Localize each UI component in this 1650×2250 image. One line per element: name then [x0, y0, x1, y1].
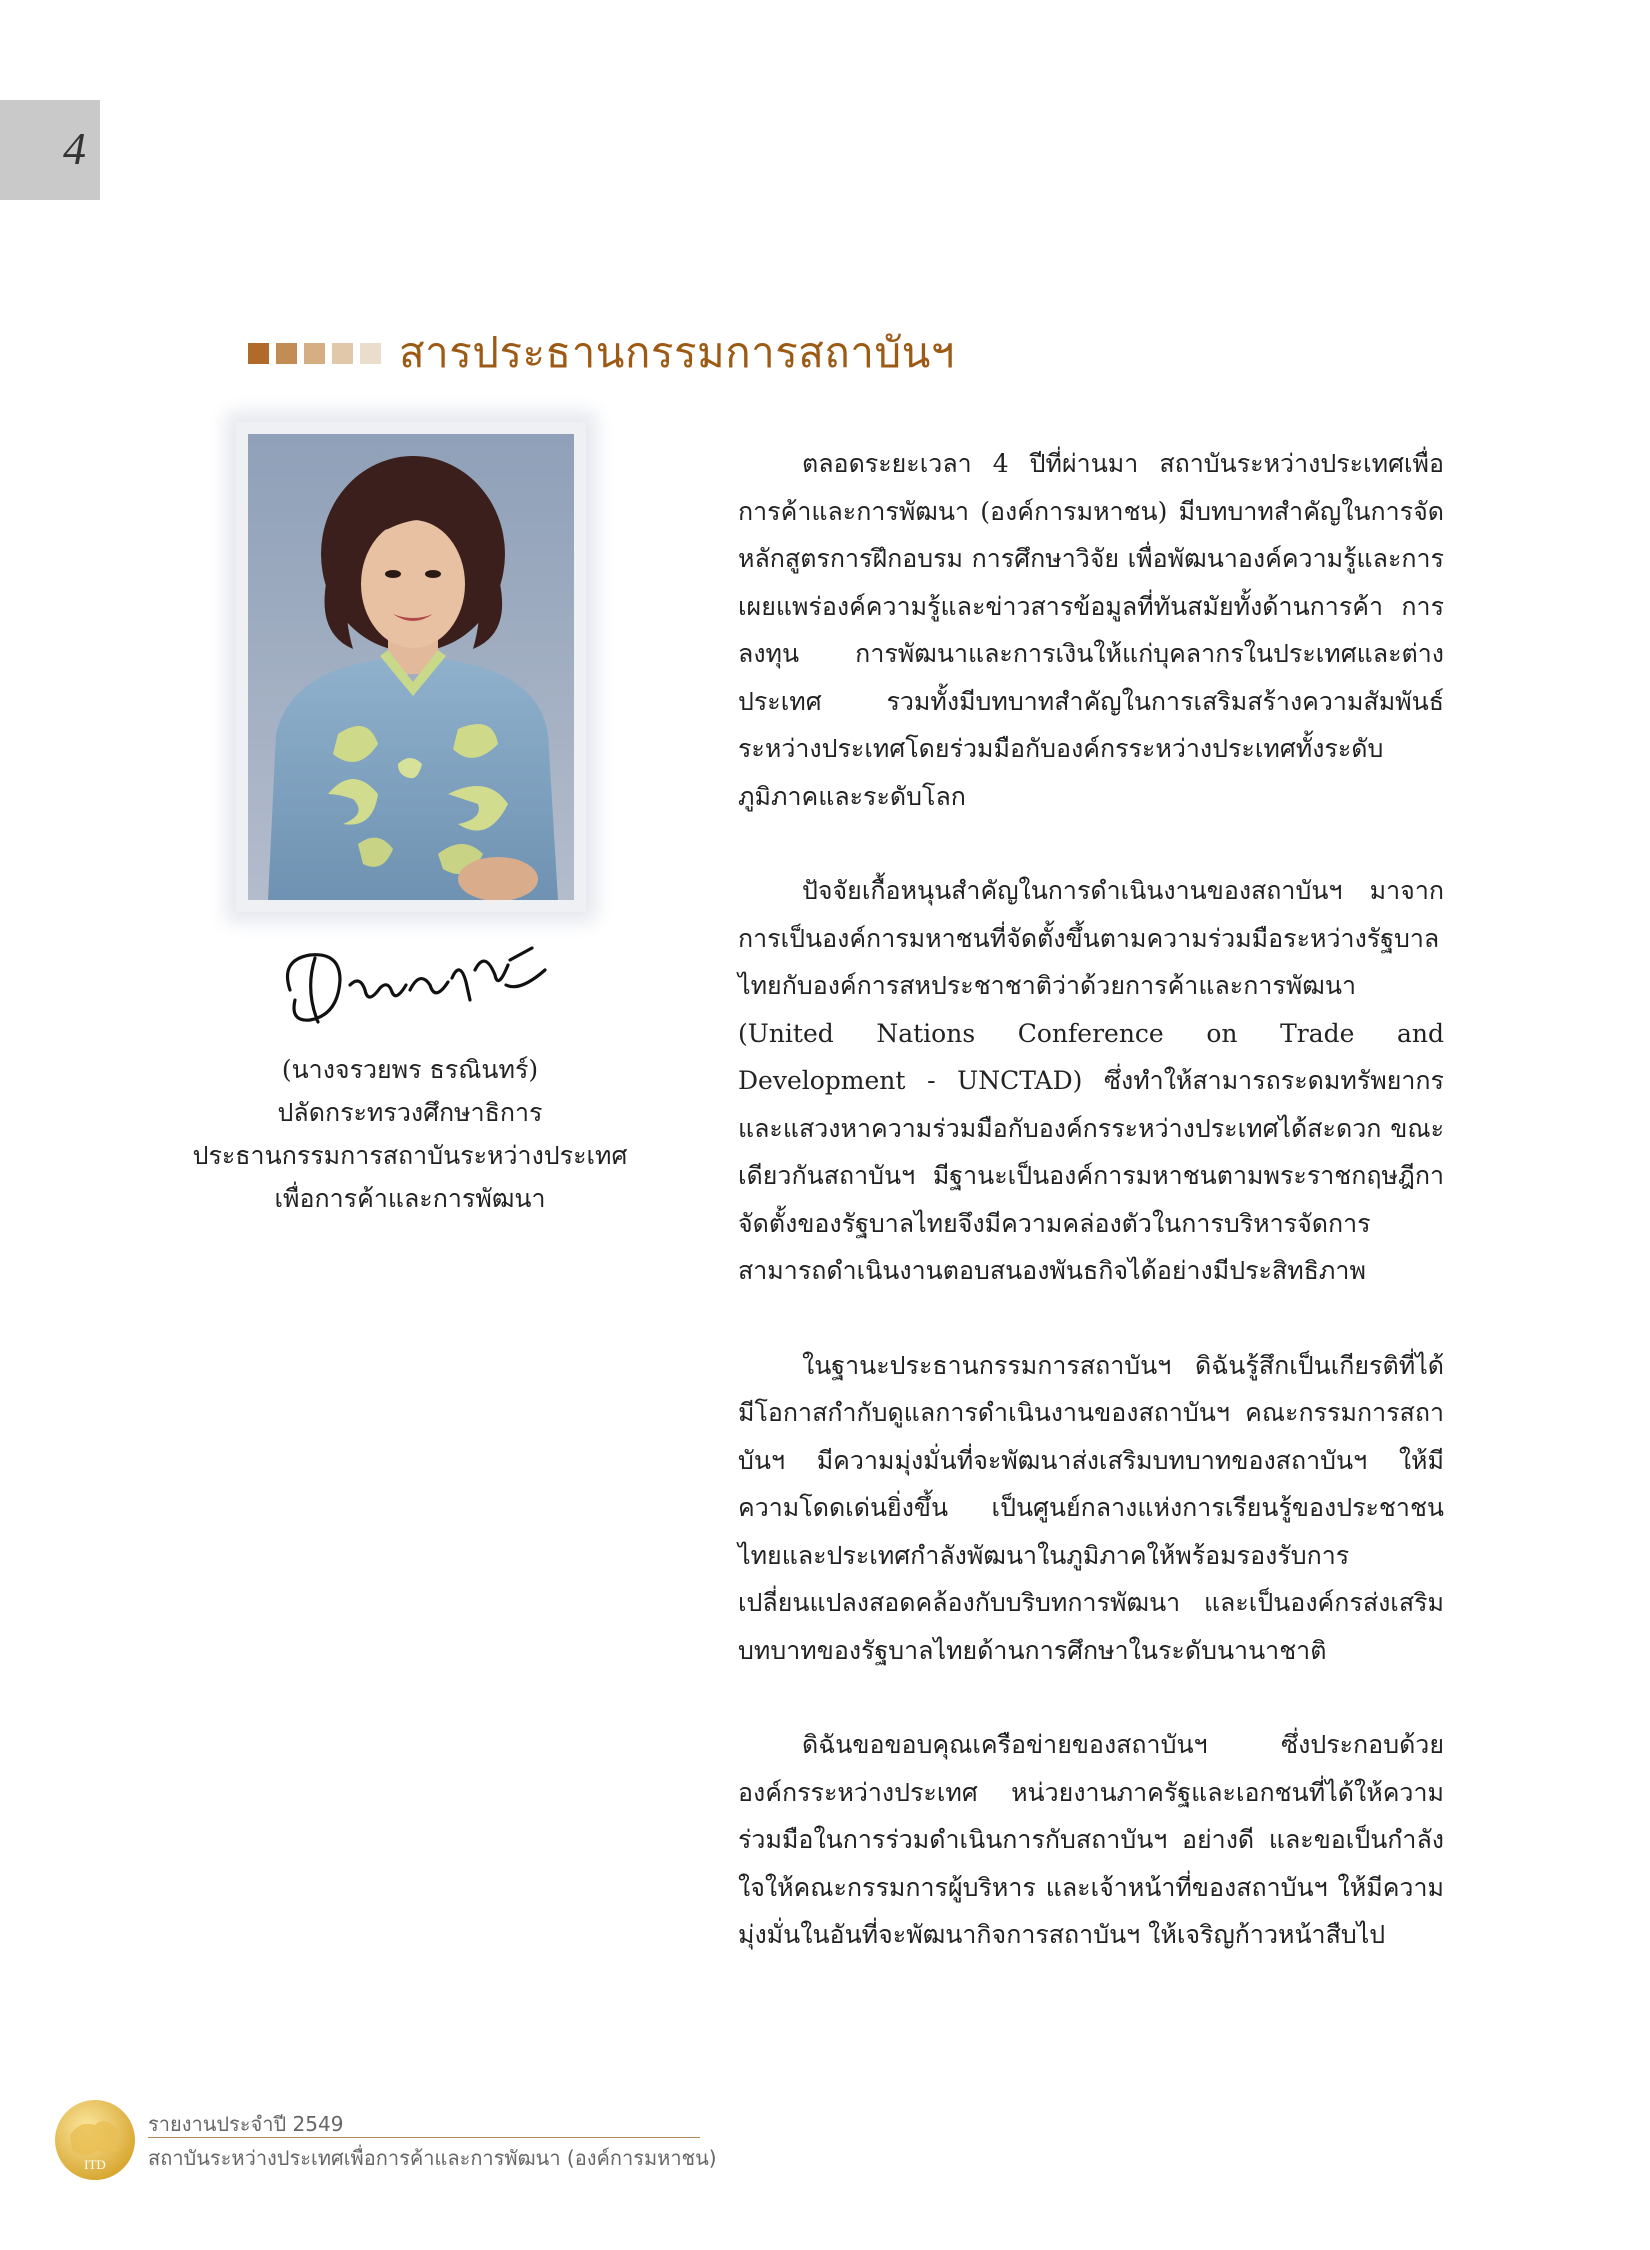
portrait-illustration — [248, 434, 574, 900]
caption-position-1: ปลัดกระทรวงศึกษาธิการ — [277, 1098, 543, 1127]
square-4 — [332, 343, 353, 364]
signature — [270, 930, 560, 1040]
square-1 — [248, 343, 269, 364]
message-body — [738, 440, 1444, 2006]
footer-report-title: รายงานประจำปี 2549 — [148, 2112, 344, 2136]
page-number-tab — [0, 100, 100, 200]
square-2 — [276, 343, 297, 364]
section-header — [248, 328, 955, 378]
paragraph-2: ปัจจัยเกื้อหนุนสำคัญในการดำเนินงานของสถาบันฯ มาจากการเป็นองค์การมหาชนที่จัดตั้งขึ้นตามความร่วมมือระหว่างรัฐบาลไทยกับองค์การสหประชาชาติว่าด้วยการค้าและการพัฒนา (United Nations Conference on Trade and Development - UNCTAD) ซึ่งทำให้สามารถระดมทรัพยากรและแสวงหาความร่วมมือกับองค์กรระหว่างประเทศได้สะดวก ขณะเดียวกันสถาบันฯ มีฐานะเป็นองค์การมหาชนตามพระราชกฤษฎีกาจัดตั้งของรัฐบาลไทยจึงมีความคล่องตัวในการบริหารจัดการสามารถดำเนินงานตอบสนองพันธกิจได้อย่างมีประสิทธิภาพ — [738, 876, 1444, 1285]
square-3 — [304, 343, 325, 364]
footer-divider — [148, 2137, 700, 2138]
paragraph-1: ตลอดระยะเวลา 4 ปีที่ผ่านมา สถาบันระหว่างประเทศเพื่อการค้าและการพัฒนา (องค์การมหาชน) มีบทบาทสำคัญในการจัดหลักสูตรการฝึกอบรม การศึกษาวิจัย เพื่อพัฒนาองค์ความรู้และการเผยแพร่องค์ความรู้และข่าวสารข้อมูลที่ทันสมัยทั้งด้านการค้า การลงทุน การพัฒนาและการเงินให้แก่บุคลากรในประเทศและต่างประเทศ รวมทั้งมีบทบาทสำคัญในการเสริมสร้างความสัมพันธ์ระหว่างประเทศโดยร่วมมือกับองค์กรระหว่างประเทศทั้งระดับภูมิภาคและระดับโลก — [738, 449, 1444, 811]
decorative-squares — [248, 343, 381, 364]
caption-position-2: ประธานกรรมการสถาบันระหว่างประเทศ — [192, 1141, 628, 1170]
portrait-caption — [190, 1048, 630, 1220]
caption-name: (นางจรวยพร ธรณินทร์) — [281, 1055, 539, 1084]
page-number: 4 — [63, 123, 86, 174]
page-title: สารประธานกรรมการสถาบันฯ — [399, 328, 955, 377]
footer-institute-name: สถาบันระหว่างประเทศเพื่อการค้าและการพัฒนา (องค์การมหาชน) — [148, 2146, 717, 2170]
paragraph-4: ดิฉันขอขอบคุณเครือข่ายของสถาบันฯ ซึ่งประกอบด้วยองค์กรระหว่างประเทศ หน่วยงานภาครัฐและเอกชนที่ได้ให้ความร่วมมือในการร่วมดำเนินการกับสถาบันฯ อย่างดี และขอเป็นกำลังใจให้คณะกรรมการผู้บริหาร และเจ้าหน้าที่ของสถาบันฯ ให้มีความมุ่งมั่นในอันที่จะพัฒนากิจการสถาบันฯ ให้เจริญก้าวหน้าสืบไป — [738, 1730, 1444, 1949]
itd-logo — [50, 2095, 140, 2185]
paragraph-3: ในฐานะประธานกรรมการสถาบันฯ ดิฉันรู้สึกเป็นเกียรติที่ได้มีโอกาสกำกับดูแลการดำเนินงานของสถาบันฯ คณะกรรมการสถาบันฯ มีความมุ่งมั่นที่จะพัฒนาส่งเสริมบทบาทของสถาบันฯ ให้มีความโดดเด่นยิ่งขึ้น เป็นศูนย์กลางแห่งการเรียนรู้ของประชาชนไทยและประเทศกำลังพัฒนาในภูมิภาคให้พร้อมรองรับการเปลี่ยนแปลงสอดคล้องกับบริบทการพัฒนา และเป็นองค์กรส่งเสริมบทบาทของรัฐบาลไทยด้านการศึกษาในระดับนานาชาติ — [738, 1350, 1444, 1665]
portrait-photo — [248, 434, 574, 900]
square-5 — [360, 343, 381, 364]
logo-text: ITD — [84, 2157, 106, 2172]
portrait-frame — [236, 422, 586, 912]
caption-position-3: เพื่อการค้าและการพัฒนา — [274, 1184, 546, 1213]
